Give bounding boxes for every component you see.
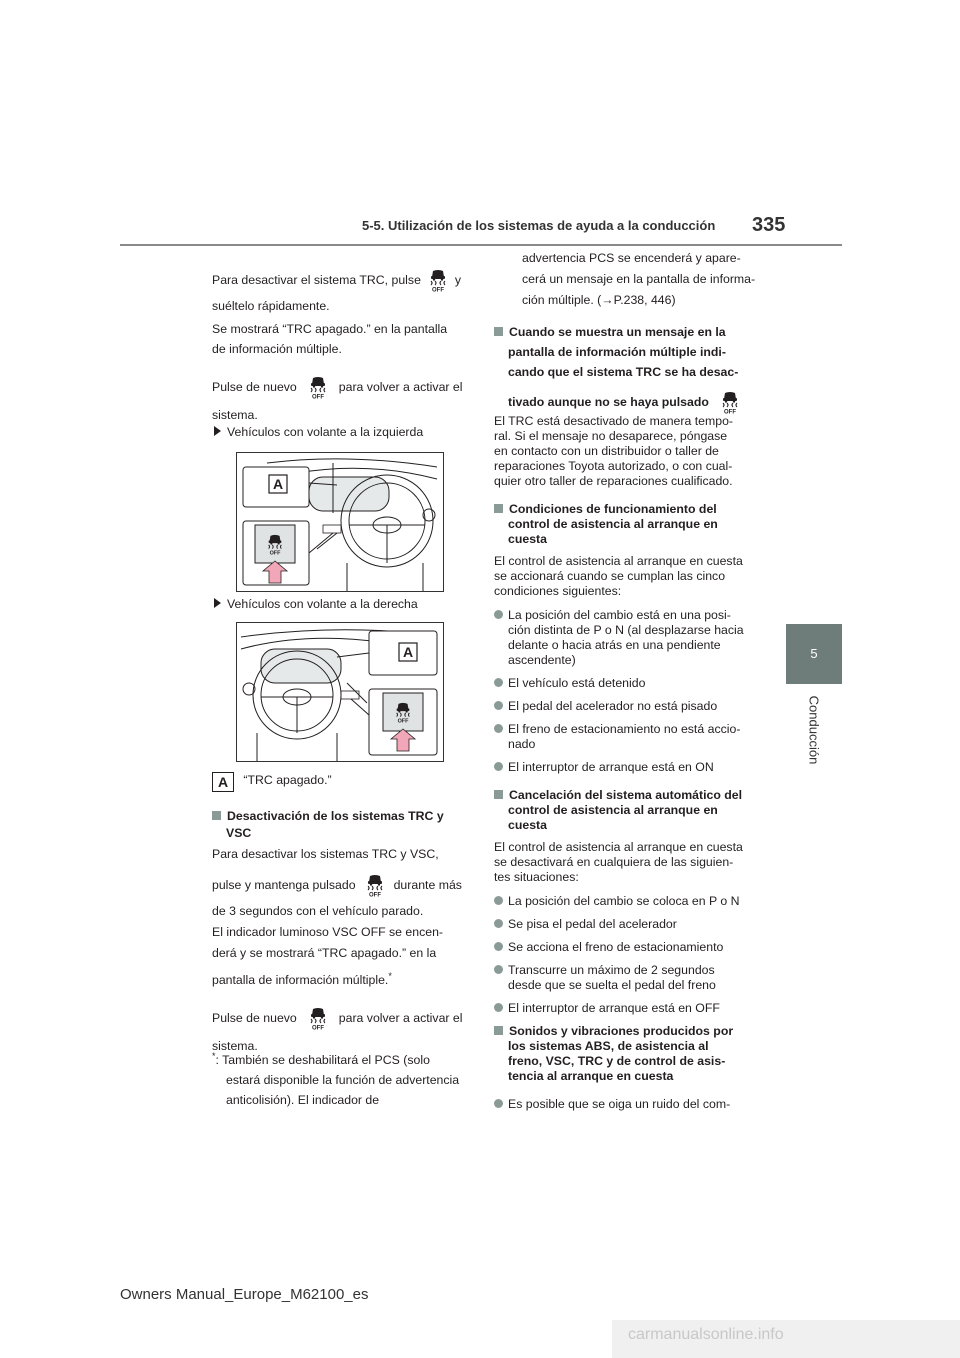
heading-hill-start-cancel: [494, 788, 756, 833]
heading-line: Cancelación del sistema automático del: [509, 788, 743, 802]
text-line: Se mostrará “TRC apagado.” en la pantalla: [212, 322, 448, 336]
footnote-line: : También se deshabilitará el PCS (solo: [215, 1053, 430, 1068]
pcs-continuation: [508, 250, 758, 309]
manual-id: Owners Manual_Europe_M62100_es: [120, 1286, 369, 1303]
triangle-bullet-icon: [214, 426, 221, 436]
text-line: condiciones siguientes:: [494, 584, 622, 598]
legend-text: “TRC apagado.”: [243, 773, 332, 787]
text-line: para volver a activar el: [338, 1011, 463, 1026]
vsc-off-icon: [364, 873, 386, 897]
square-bullet-icon: [212, 811, 221, 820]
chapter-tab: 5: [786, 624, 842, 684]
triangle-bullet-icon: [214, 598, 221, 608]
hill-start-cancel-intro: [494, 840, 756, 885]
vsc-off-icon: [307, 1006, 329, 1030]
footnote-line: anticolisión). El indicador de: [226, 1093, 380, 1108]
text-line: El TRC está desactivado de manera tempo-: [494, 414, 733, 428]
cancel-list: [494, 894, 756, 1016]
footnote: [212, 1048, 482, 1109]
text-line: ción múltiple. (→P.238, 446): [522, 293, 676, 307]
trc-message-body: [494, 414, 754, 489]
text-line: Pulse de nuevo: [212, 380, 297, 394]
text-line: quier otro taller de reparaciones cualificado.: [494, 474, 733, 488]
heading-line: tivado aunque no se haya pulsado: [508, 395, 709, 409]
dashboard-illustration-lhd: [237, 453, 443, 591]
text-line: se accionará cuando se cumplan las cinco: [494, 569, 726, 583]
figure-lhd-dashboard: [236, 452, 444, 592]
text-line: para volver a activar el: [338, 380, 463, 394]
list-item: [494, 699, 756, 714]
round-bullet-icon: [494, 1099, 503, 1108]
square-bullet-icon: [494, 1026, 503, 1035]
text-line: ción distinta de P o N (al desplazarse hacia: [508, 623, 744, 637]
text-line: Es posible que se oiga un ruido del com-: [508, 1097, 731, 1111]
round-bullet-icon: [494, 678, 503, 687]
text-line: Para desactivar el sistema TRC, pulse: [212, 273, 421, 287]
round-bullet-icon: [494, 701, 503, 710]
trc-vsc-off-instruction: [212, 846, 482, 1055]
heading-line: Cuando se muestra un mensaje en la: [509, 325, 726, 339]
list-item: [494, 940, 756, 955]
round-bullet-icon: [494, 896, 503, 905]
condition-list: [494, 608, 756, 775]
text-line: en contacto con un distribuidor o taller de: [494, 444, 719, 458]
text-line: La posición del cambio está en una posi-: [508, 608, 731, 622]
figure-legend: [212, 772, 332, 792]
heading-line: control de asistencia al arranque en: [508, 517, 718, 531]
text-line: derá y se mostrará “TRC apagado.” en la: [212, 946, 437, 960]
text-line: sistema.: [212, 1039, 258, 1054]
text-line: sistema.: [212, 408, 258, 422]
text-line: Transcurre un máximo de 2 segundos: [508, 963, 715, 977]
text-line: ral. Si el mensaje no desaparece, póngase: [494, 429, 728, 443]
figure-caption-rhd: [214, 596, 418, 613]
text-line: pulse y mantenga pulsado: [212, 878, 356, 892]
list-item: [494, 1001, 756, 1016]
heading-line: Desactivación de los sistemas TRC y: [227, 809, 444, 823]
heading-line: tencia al arranque en cuesta: [508, 1069, 674, 1083]
header-divider: [120, 244, 842, 246]
round-bullet-icon: [494, 1003, 503, 1012]
heading-trc-vsc-off: [212, 808, 482, 842]
section-title: 5-5. Utilización de los sistemas de ayuda a la conducción: [362, 218, 716, 233]
heading-line: Condiciones de funcionamiento del: [509, 502, 717, 516]
text-line: Pulse de nuevo: [212, 1011, 297, 1026]
list-item: [494, 894, 756, 909]
figure-rhd-dashboard: [236, 622, 444, 762]
heading-line: pantalla de información múltiple indi-: [508, 345, 726, 359]
round-bullet-icon: [494, 610, 503, 619]
vsc-off-icon: [307, 375, 329, 399]
text-line: ascendente): [508, 653, 576, 667]
text-line: El vehículo está detenido: [508, 676, 646, 690]
text-line: delante o hacia atrás en una pendiente: [508, 638, 721, 652]
text-line: La posición del cambio se coloca en P o N: [508, 894, 740, 908]
caption-text: Vehículos con volante a la derecha: [227, 597, 418, 611]
round-bullet-icon: [494, 965, 503, 974]
text-line: de 3 segundos con el vehículo parado.: [212, 904, 424, 918]
caption-text: Vehículos con volante a la izquierda: [227, 425, 424, 439]
dashboard-illustration-rhd: [237, 623, 443, 761]
heading-trc-message: [494, 324, 754, 414]
list-item: [494, 676, 756, 691]
text-line: El freno de estacionamiento no está accio-: [508, 722, 741, 736]
heading-line: control de asistencia al arranque en: [508, 803, 718, 817]
text-line: El indicador luminoso VSC OFF se encen-: [212, 925, 444, 939]
round-bullet-icon: [494, 762, 503, 771]
legend-label-a: A: [212, 772, 234, 792]
trc-off-instruction: [212, 268, 472, 424]
figure-label-a: A: [402, 644, 414, 660]
text-line: tes situaciones:: [494, 870, 579, 884]
square-bullet-icon: [494, 504, 503, 513]
figure-label-a: A: [272, 476, 284, 492]
chapter-label-text: Conducción: [806, 695, 822, 765]
heading-line: VSC: [226, 826, 252, 840]
square-bullet-icon: [494, 327, 503, 336]
footnote-marker: *: [388, 971, 392, 981]
round-bullet-icon: [494, 919, 503, 928]
text-line: durante más: [393, 878, 462, 892]
text-line: se desactivará en cualquiera de las siguien-: [494, 855, 734, 869]
heading-hill-start-conditions: [494, 502, 754, 547]
heading-line: cando que el sistema TRC se ha desac-: [508, 365, 739, 379]
footnote-line: estará disponible la función de advertencia: [226, 1073, 460, 1088]
text-line: nado: [508, 737, 536, 751]
list-item: [494, 963, 756, 993]
text-line: El control de asistencia al arranque en cuesta: [494, 840, 743, 854]
page-number: 335: [752, 214, 786, 236]
text-line: El pedal del acelerador no está pisado: [508, 699, 718, 713]
list-item: [494, 760, 756, 775]
square-bullet-icon: [494, 790, 503, 799]
round-bullet-icon: [494, 724, 503, 733]
heading-line: los sistemas ABS, de asistencia al: [508, 1039, 709, 1053]
text-line: desde que se suelta el pedal del freno: [508, 978, 716, 992]
list-item: [494, 722, 756, 752]
text-line: pantalla de información múltiple.: [212, 973, 389, 988]
figure-caption-lhd: [214, 424, 423, 441]
text-line: y: [454, 273, 462, 287]
text-line: Se acciona el freno de estacionamiento: [508, 940, 724, 954]
heading-sounds-vibrations: [494, 1024, 756, 1084]
list-item: [494, 1096, 756, 1113]
text-line: de información múltiple.: [212, 342, 342, 356]
text-line: cerá un mensaje en la pantalla de informa-: [522, 272, 756, 286]
vsc-off-icon: [427, 268, 449, 292]
text-line: reparaciones Toyota autorizado, o con cual-: [494, 459, 733, 473]
hill-start-intro: [494, 554, 754, 599]
footnote-marker: *: [212, 1051, 216, 1061]
text-line: El interruptor de arranque está en ON: [508, 760, 714, 774]
text-line: suéltelo rápidamente.: [212, 299, 330, 313]
heading-line: cuesta: [508, 532, 547, 546]
list-item: [494, 917, 756, 932]
watermark: carmanualsonline.info: [628, 1326, 784, 1343]
heading-line: cuesta: [508, 818, 547, 832]
heading-line: freno, VSC, TRC y de control de asis-: [508, 1054, 726, 1068]
round-bullet-icon: [494, 942, 503, 951]
vsc-off-icon: [719, 390, 741, 414]
chapter-label: [786, 690, 842, 770]
heading-line: Sonidos y vibraciones producidos por: [509, 1024, 734, 1038]
text-line: El interruptor de arranque está en OFF: [508, 1001, 720, 1015]
text-line: Se pisa el pedal del acelerador: [508, 917, 677, 931]
text-line: Para desactivar los sistemas TRC y VSC,: [212, 847, 439, 861]
text-line: El control de asistencia al arranque en cuesta: [494, 554, 743, 568]
text-line: advertencia PCS se encenderá y apare-: [522, 251, 741, 265]
list-item: [494, 608, 756, 668]
